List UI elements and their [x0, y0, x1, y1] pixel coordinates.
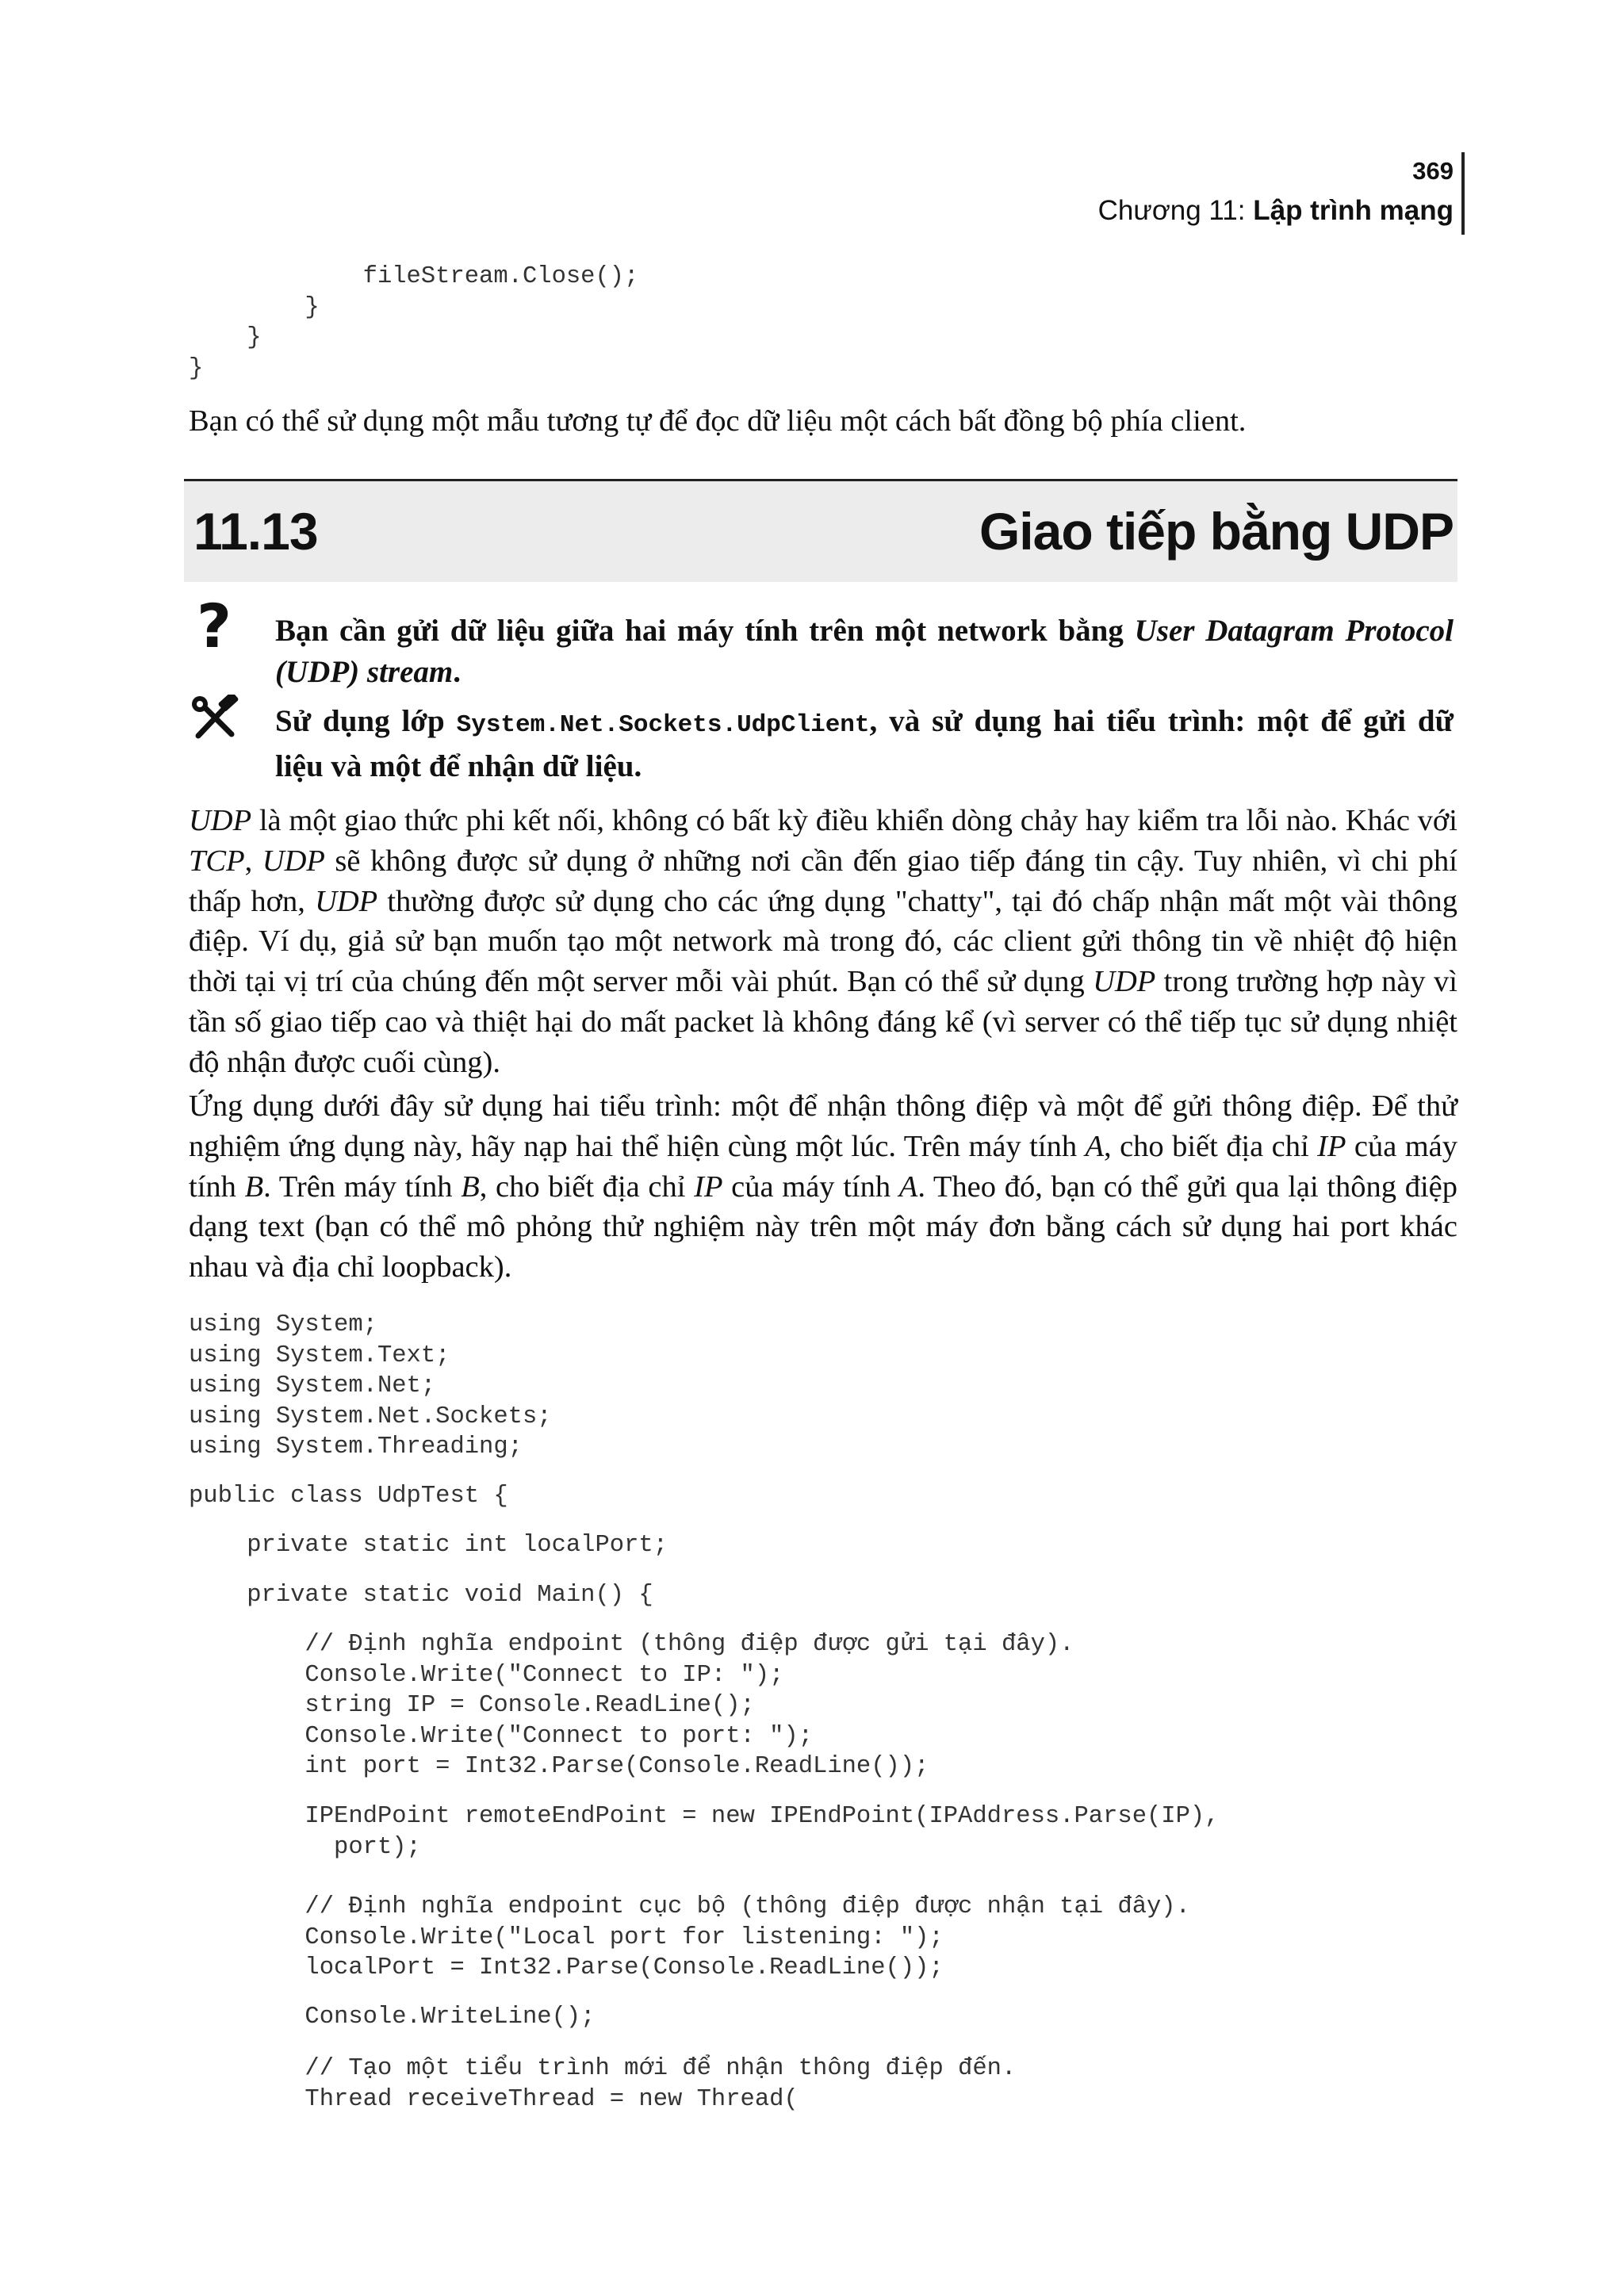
text-run: là một giao thức phi kết nối, không có bất kỳ điều khiển dòng chảy hay kiểm tra lỗi nào. Khác với: [251, 804, 1457, 837]
text-run: của máy tính: [722, 1169, 899, 1204]
section-number: 11.13: [193, 502, 318, 561]
text-run: trong trường hợp này vì tần số giao tiếp cao và thiệt hại do mất packet là không đáng kể (vì server có thể tiếp tục sử dụng nhiệt độ nhận được cuối cùng).: [189, 965, 1457, 1079]
solution-text-a: Sử dụng lớp: [275, 704, 457, 738]
intro-text: Bạn có thể sử dụng một mẫu tương tự để đọc dữ liệu một cách bất đồng bộ phía client.: [189, 404, 1247, 438]
chapter-heading: [1098, 195, 1454, 227]
chapter-title: Lập trình mạng: [1253, 195, 1454, 226]
page-number: 369: [1412, 157, 1454, 185]
question-icon: ?: [197, 591, 232, 661]
italic-term: B: [461, 1169, 480, 1204]
code-block-local-endpoint: // Định nghĩa endpoint cục bộ (thông điệp được nhận tại đây). Console.Write("Local port for listening: "); localPort = Int32.Parse(Console.ReadLine());: [304, 1893, 1190, 1982]
code-block-usings: using System; using System.Text; using System.Net; using System.Net.Sockets; using System.Threading;: [189, 1311, 552, 1461]
paragraph-1-text: [189, 801, 1457, 1083]
code-block-main-decl: private static void Main() {: [189, 1582, 653, 1609]
paragraph-2-text: [189, 1086, 1457, 1288]
code-block-writeline: Console.WriteLine();: [189, 2004, 596, 2031]
body-paragraph-1: [189, 801, 1457, 1083]
solution-code: System.Net.Sockets.UdpClient: [456, 711, 870, 739]
text-run: . Theo đó, bạn có thể gửi qua lại thông điệp dạng text (bạn có thể mô phỏng thử nghiệm này trên một máy đơn bằng cách sử dụng hai port khác nhau và địa chỉ loopback).: [189, 1169, 1458, 1284]
text-run: . Trên máy tính: [263, 1169, 462, 1204]
solution-statement: [275, 701, 1454, 787]
italic-term: TCP: [189, 844, 245, 878]
code-block-class-decl: public class UdpTest {: [189, 1483, 508, 1510]
italic-term: A: [898, 1169, 918, 1204]
code-block-receive-thread: // Tạo một tiểu trình mới để nhận thông điệp đến. Thread receiveThread = new Thread(: [304, 2055, 1017, 2113]
text-run: của máy tính: [189, 1129, 1458, 1204]
problem-text-c: .: [453, 655, 461, 689]
text-run: ,: [244, 844, 262, 878]
code-block-field: private static int localPort;: [189, 1532, 668, 1559]
code-block-remote-endpoint: // Định nghĩa endpoint (thông điệp được gửi tại đây). Console.Write("Connect to IP: "); string IP = Console.ReadLine(); Console.Write("Connect to port: "); int port = Int32.Parse(Console.ReadLine());: [304, 1631, 1074, 1781]
intro-paragraph: [189, 401, 1457, 442]
italic-term: A: [1085, 1129, 1105, 1163]
text-run: , cho biết địa chỉ: [479, 1169, 695, 1204]
section-title: Giao tiếp bằng UDP: [979, 502, 1454, 561]
italic-term: UDP: [189, 804, 252, 837]
problem-text-b: User Datagram Protocol (UDP) stream: [275, 614, 1454, 689]
problem-text-a: Bạn cần gửi dữ liệu giữa hai máy tính trên một network bằng: [275, 614, 1135, 648]
text-run: Ứng dụng dưới đây sử dụng hai tiểu trình: một để nhận thông điệp và một để gửi thông điệp. Để thử nghiệm ứng dụng này, hãy nạp hai thể hiện cùng một lúc. Trên máy tính: [189, 1089, 1457, 1163]
solution-text-b: , và sử dụng hai tiểu trình: một để gửi dữ liệu và một để nhận dữ liệu.: [275, 704, 1454, 783]
text-run: thường được sử dụng cho các ứng dụng "chatty", tại đó chấp nhận mất một vài thông điệp. Ví dụ, giả sử bạn muốn tạo một network mà trong đó, các client gửi thông tin về nhiệt độ hiện thời tại vị trí của chúng đến một server mỗi vài phút. Bạn có thể sử dụng: [189, 884, 1457, 999]
chapter-prefix: Chương 11:: [1097, 195, 1254, 226]
tools-icon: [190, 695, 241, 745]
italic-term: UDP: [262, 844, 325, 878]
italic-term: B: [244, 1169, 264, 1204]
italic-term: IP: [694, 1169, 723, 1204]
text-run: sẽ không được sử dụng ở những nơi cần đến giao tiếp đáng tin cậy. Tuy nhiên, vì chi phí thấp hơn,: [189, 844, 1458, 918]
body-paragraph-2: [189, 1086, 1457, 1288]
problem-statement: [275, 611, 1454, 693]
italic-term: IP: [1317, 1129, 1346, 1163]
code-block-top: fileStream.Close(); } } }: [189, 263, 639, 382]
text-run: , cho biết địa chỉ: [1104, 1129, 1318, 1163]
code-block-ipendpoint: IPEndPoint remoteEndPoint = new IPEndPoint(IPAddress.Parse(IP), port);: [304, 1803, 1220, 1861]
italic-term: UDP: [1093, 965, 1156, 999]
italic-term: UDP: [315, 884, 378, 918]
header-rule: [1461, 152, 1465, 235]
